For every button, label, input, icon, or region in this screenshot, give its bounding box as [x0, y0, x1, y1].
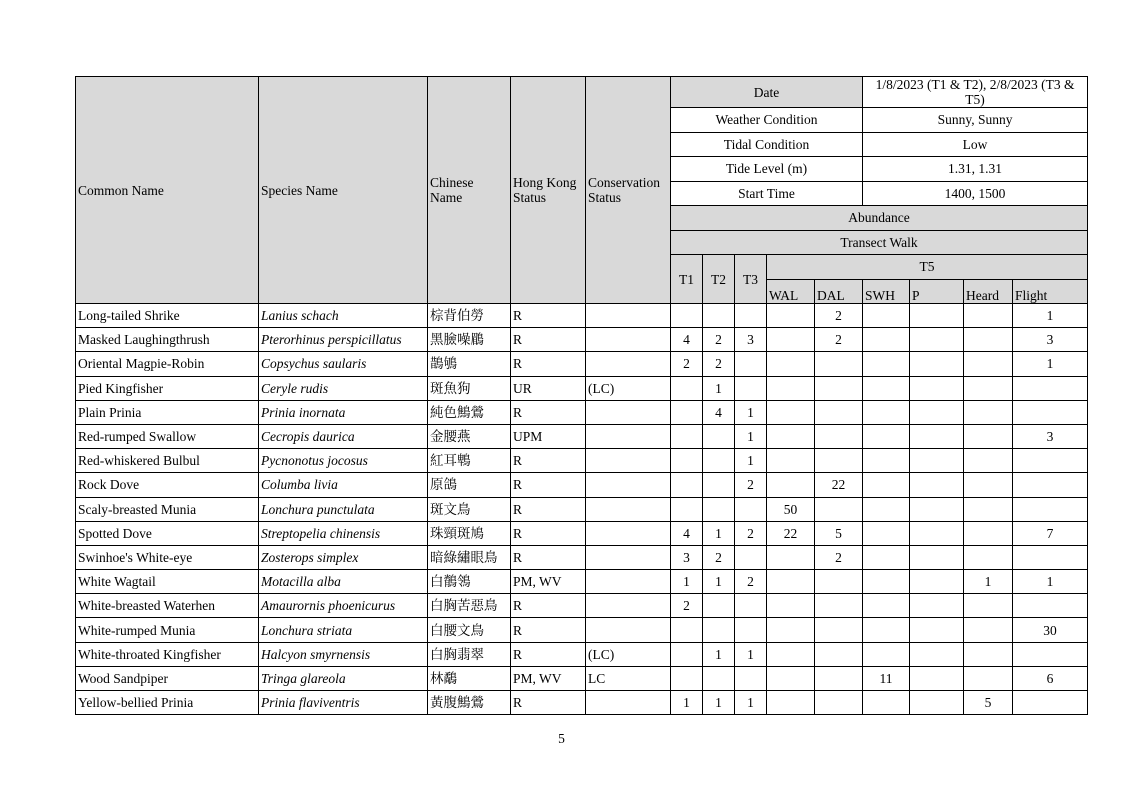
t2-count-cell: [703, 594, 735, 618]
hk-status-cell: R: [511, 521, 586, 545]
conservation-status-cell: [586, 449, 671, 473]
t2-count-cell: [703, 473, 735, 497]
t3-count-cell: 3: [735, 328, 767, 352]
swh-count-cell: [863, 497, 910, 521]
header-hk-status: Hong Kong Status: [511, 77, 586, 304]
common-name-cell: Long-tailed Shrike: [76, 304, 259, 328]
flight-count-cell: [1013, 449, 1088, 473]
hk-status-cell: R: [511, 691, 586, 715]
tide-level-label: Tide Level (m): [671, 157, 863, 182]
t3-count-cell: 2: [735, 473, 767, 497]
chinese-name-cell: 鵲鴝: [428, 352, 511, 376]
t2-count-cell: [703, 497, 735, 521]
table-row: [76, 473, 1088, 497]
conservation-status-cell: LC: [586, 666, 671, 690]
common-name-cell: Oriental Magpie-Robin: [76, 352, 259, 376]
tide-level-value: 1.31, 1.31: [863, 157, 1088, 182]
t3-count-cell: [735, 618, 767, 642]
species-name-cell: Copsychus saularis: [259, 352, 428, 376]
dal-count-cell: [815, 424, 863, 448]
chinese-name-cell: 斑文鳥: [428, 497, 511, 521]
p-count-cell: [910, 570, 964, 594]
header-wal: WAL: [767, 279, 815, 304]
t1-count-cell: [671, 376, 703, 400]
flight-count-cell: [1013, 594, 1088, 618]
p-count-cell: [910, 352, 964, 376]
date-label: Date: [671, 77, 863, 108]
common-name-cell: Scaly-breasted Munia: [76, 497, 259, 521]
bird-survey-table: [75, 76, 1088, 715]
conservation-status-cell: [586, 618, 671, 642]
hk-status-cell: R: [511, 304, 586, 328]
chinese-name-cell: 棕背伯勞: [428, 304, 511, 328]
flight-count-cell: 30: [1013, 618, 1088, 642]
hk-status-cell: R: [511, 594, 586, 618]
conservation-status-cell: [586, 521, 671, 545]
swh-count-cell: [863, 545, 910, 569]
dal-count-cell: 5: [815, 521, 863, 545]
common-name-cell: Swinhoe's White-eye: [76, 545, 259, 569]
dal-count-cell: [815, 570, 863, 594]
p-count-cell: [910, 473, 964, 497]
weather-label: Weather Condition: [671, 108, 863, 133]
species-name-cell: Streptopelia chinensis: [259, 521, 428, 545]
start-time-label: Start Time: [671, 181, 863, 206]
tidal-value: Low: [863, 132, 1088, 157]
hk-status-cell: R: [511, 352, 586, 376]
swh-count-cell: [863, 521, 910, 545]
p-count-cell: [910, 376, 964, 400]
species-name-cell: Lonchura striata: [259, 618, 428, 642]
hk-status-cell: PM, WV: [511, 570, 586, 594]
chinese-name-cell: 白胸翡翠: [428, 642, 511, 666]
swh-count-cell: [863, 642, 910, 666]
heard-count-cell: [964, 376, 1013, 400]
swh-count-cell: [863, 570, 910, 594]
t3-count-cell: [735, 497, 767, 521]
wal-count-cell: [767, 570, 815, 594]
wal-count-cell: [767, 376, 815, 400]
dal-count-cell: [815, 691, 863, 715]
flight-count-cell: 6: [1013, 666, 1088, 690]
heard-count-cell: [964, 304, 1013, 328]
table-row: [76, 497, 1088, 521]
t1-count-cell: [671, 618, 703, 642]
header-common-name: Common Name: [76, 77, 259, 304]
p-count-cell: [910, 328, 964, 352]
chinese-name-cell: 紅耳鵯: [428, 449, 511, 473]
dal-count-cell: 22: [815, 473, 863, 497]
abundance-header: Abundance: [671, 206, 1088, 231]
flight-count-cell: 3: [1013, 424, 1088, 448]
chinese-name-cell: 暗綠繡眼鳥: [428, 545, 511, 569]
hk-status-cell: R: [511, 328, 586, 352]
header-conservation-status: Conservation Status: [586, 77, 671, 304]
common-name-cell: Rock Dove: [76, 473, 259, 497]
p-count-cell: [910, 521, 964, 545]
flight-count-cell: [1013, 376, 1088, 400]
conservation-status-cell: (LC): [586, 376, 671, 400]
header-chinese-name: Chinese Name: [428, 77, 511, 304]
t3-count-cell: 1: [735, 642, 767, 666]
p-count-cell: [910, 618, 964, 642]
hk-status-cell: R: [511, 642, 586, 666]
chinese-name-cell: 黃腹鷦鶯: [428, 691, 511, 715]
header-heard: Heard: [964, 279, 1013, 304]
flight-count-cell: [1013, 642, 1088, 666]
table-row: [76, 376, 1088, 400]
wal-count-cell: [767, 424, 815, 448]
conservation-status-cell: [586, 497, 671, 521]
dal-count-cell: [815, 642, 863, 666]
species-name-cell: Pycnonotus jocosus: [259, 449, 428, 473]
t1-count-cell: 4: [671, 328, 703, 352]
swh-count-cell: [863, 473, 910, 497]
t3-count-cell: 1: [735, 400, 767, 424]
chinese-name-cell: 金腰燕: [428, 424, 511, 448]
conservation-status-cell: [586, 473, 671, 497]
hk-status-cell: R: [511, 618, 586, 642]
chinese-name-cell: 林鷸: [428, 666, 511, 690]
flight-count-cell: [1013, 473, 1088, 497]
common-name-cell: White-breasted Waterhen: [76, 594, 259, 618]
header-dal: DAL: [815, 279, 863, 304]
t2-count-cell: 1: [703, 642, 735, 666]
conservation-status-cell: [586, 400, 671, 424]
t2-count-cell: 2: [703, 352, 735, 376]
header-section: [76, 77, 1088, 304]
header-species-name: Species Name: [259, 77, 428, 304]
dal-count-cell: [815, 618, 863, 642]
flight-count-cell: 1: [1013, 352, 1088, 376]
heard-count-cell: [964, 642, 1013, 666]
start-time-value: 1400, 1500: [863, 181, 1088, 206]
flight-count-cell: 3: [1013, 328, 1088, 352]
conservation-status-cell: [586, 328, 671, 352]
dal-count-cell: 2: [815, 545, 863, 569]
table-row: [76, 304, 1088, 328]
species-name-cell: Pterorhinus perspicillatus: [259, 328, 428, 352]
species-name-cell: Cecropis daurica: [259, 424, 428, 448]
wal-count-cell: [767, 328, 815, 352]
chinese-name-cell: 黑臉噪鶥: [428, 328, 511, 352]
wal-count-cell: 22: [767, 521, 815, 545]
species-name-cell: Motacilla alba: [259, 570, 428, 594]
flight-count-cell: 7: [1013, 521, 1088, 545]
common-name-cell: Pied Kingfisher: [76, 376, 259, 400]
p-count-cell: [910, 400, 964, 424]
t1-count-cell: 2: [671, 594, 703, 618]
date-value: 1/8/2023 (T1 & T2), 2/8/2023 (T3 & T5): [863, 77, 1088, 108]
t1-count-cell: [671, 400, 703, 424]
t2-count-cell: 1: [703, 376, 735, 400]
species-name-cell: Prinia flaviventris: [259, 691, 428, 715]
chinese-name-cell: 白腰文鳥: [428, 618, 511, 642]
weather-value: Sunny, Sunny: [863, 108, 1088, 133]
heard-count-cell: [964, 594, 1013, 618]
hk-status-cell: R: [511, 449, 586, 473]
t3-count-cell: [735, 594, 767, 618]
wal-count-cell: [767, 666, 815, 690]
common-name-cell: White-rumped Munia: [76, 618, 259, 642]
species-name-cell: Zosterops simplex: [259, 545, 428, 569]
wal-count-cell: [767, 642, 815, 666]
table-row: [76, 352, 1088, 376]
p-count-cell: [910, 642, 964, 666]
page-number: 5: [558, 731, 565, 746]
species-name-cell: Columba livia: [259, 473, 428, 497]
table-row: [76, 328, 1088, 352]
hk-status-cell: UR: [511, 376, 586, 400]
species-name-cell: Lanius schach: [259, 304, 428, 328]
dal-count-cell: [815, 497, 863, 521]
chinese-name-cell: 白鶺鴒: [428, 570, 511, 594]
t3-count-cell: 2: [735, 570, 767, 594]
t2-count-cell: 4: [703, 400, 735, 424]
conservation-status-cell: (LC): [586, 642, 671, 666]
species-name-cell: Ceryle rudis: [259, 376, 428, 400]
heard-count-cell: 1: [964, 570, 1013, 594]
heard-count-cell: [964, 449, 1013, 473]
table-row: [76, 449, 1088, 473]
wal-count-cell: [767, 400, 815, 424]
flight-count-cell: 1: [1013, 304, 1088, 328]
hk-status-cell: UPM: [511, 424, 586, 448]
wal-count-cell: [767, 352, 815, 376]
common-name-cell: Wood Sandpiper: [76, 666, 259, 690]
t3-count-cell: 1: [735, 691, 767, 715]
hk-status-cell: R: [511, 473, 586, 497]
header-swh: SWH: [863, 279, 910, 304]
t2-count-cell: [703, 304, 735, 328]
swh-count-cell: [863, 304, 910, 328]
chinese-name-cell: 原鴿: [428, 473, 511, 497]
t1-count-cell: 3: [671, 545, 703, 569]
t3-count-cell: [735, 666, 767, 690]
swh-count-cell: [863, 376, 910, 400]
wal-count-cell: [767, 618, 815, 642]
hk-status-cell: R: [511, 400, 586, 424]
t3-count-cell: [735, 304, 767, 328]
t2-count-cell: 1: [703, 570, 735, 594]
table-row: [76, 642, 1088, 666]
conservation-status-cell: [586, 545, 671, 569]
table-row: [76, 666, 1088, 690]
header-p: P: [910, 279, 964, 304]
hk-status-cell: R: [511, 545, 586, 569]
common-name-cell: Red-rumped Swallow: [76, 424, 259, 448]
header-t1: T1: [671, 255, 703, 304]
dal-count-cell: [815, 352, 863, 376]
conservation-status-cell: [586, 304, 671, 328]
heard-count-cell: [964, 424, 1013, 448]
t1-count-cell: [671, 304, 703, 328]
conservation-status-cell: [586, 570, 671, 594]
tidal-label: Tidal Condition: [671, 132, 863, 157]
swh-count-cell: [863, 328, 910, 352]
table-row: [76, 545, 1088, 569]
table-row: [76, 400, 1088, 424]
t2-count-cell: [703, 618, 735, 642]
heard-count-cell: 5: [964, 691, 1013, 715]
conservation-status-cell: [586, 424, 671, 448]
chinese-name-cell: 白胸苦惡鳥: [428, 594, 511, 618]
wal-count-cell: [767, 691, 815, 715]
heard-count-cell: [964, 352, 1013, 376]
transect-walk-header: Transect Walk: [671, 230, 1088, 255]
p-count-cell: [910, 594, 964, 618]
swh-count-cell: [863, 691, 910, 715]
swh-count-cell: 11: [863, 666, 910, 690]
heard-count-cell: [964, 521, 1013, 545]
flight-count-cell: [1013, 400, 1088, 424]
wal-count-cell: 50: [767, 497, 815, 521]
t1-count-cell: [671, 424, 703, 448]
t3-count-cell: 2: [735, 521, 767, 545]
dal-count-cell: 2: [815, 328, 863, 352]
dal-count-cell: [815, 666, 863, 690]
species-name-cell: Halcyon smyrnensis: [259, 642, 428, 666]
p-count-cell: [910, 304, 964, 328]
p-count-cell: [910, 545, 964, 569]
heard-count-cell: [964, 497, 1013, 521]
conservation-status-cell: [586, 691, 671, 715]
common-name-cell: Red-whiskered Bulbul: [76, 449, 259, 473]
chinese-name-cell: 純色鷦鶯: [428, 400, 511, 424]
wal-count-cell: [767, 545, 815, 569]
table-row: [76, 521, 1088, 545]
species-name-cell: Lonchura punctulata: [259, 497, 428, 521]
flight-count-cell: 1: [1013, 570, 1088, 594]
t2-count-cell: [703, 666, 735, 690]
t1-count-cell: [671, 666, 703, 690]
species-name-cell: Prinia inornata: [259, 400, 428, 424]
flight-count-cell: [1013, 545, 1088, 569]
header-t5: T5: [767, 255, 1088, 280]
hk-status-cell: PM, WV: [511, 666, 586, 690]
common-name-cell: Plain Prinia: [76, 400, 259, 424]
t1-count-cell: 4: [671, 521, 703, 545]
table-row: [76, 424, 1088, 448]
hk-status-cell: R: [511, 497, 586, 521]
t2-count-cell: [703, 424, 735, 448]
p-count-cell: [910, 449, 964, 473]
t1-count-cell: [671, 449, 703, 473]
dal-count-cell: [815, 449, 863, 473]
wal-count-cell: [767, 594, 815, 618]
flight-count-cell: [1013, 497, 1088, 521]
wal-count-cell: [767, 473, 815, 497]
table-row: [76, 618, 1088, 642]
p-count-cell: [910, 666, 964, 690]
conservation-status-cell: [586, 594, 671, 618]
heard-count-cell: [964, 328, 1013, 352]
t1-count-cell: [671, 642, 703, 666]
heard-count-cell: [964, 666, 1013, 690]
t3-count-cell: [735, 376, 767, 400]
table-row: [76, 570, 1088, 594]
common-name-cell: Spotted Dove: [76, 521, 259, 545]
t3-count-cell: [735, 545, 767, 569]
t1-count-cell: 1: [671, 570, 703, 594]
header-flight: Flight: [1013, 279, 1088, 304]
swh-count-cell: [863, 400, 910, 424]
common-name-cell: White-throated Kingfisher: [76, 642, 259, 666]
chinese-name-cell: 斑魚狗: [428, 376, 511, 400]
swh-count-cell: [863, 449, 910, 473]
t3-count-cell: 1: [735, 449, 767, 473]
t2-count-cell: 2: [703, 328, 735, 352]
table-row: [76, 594, 1088, 618]
p-count-cell: [910, 691, 964, 715]
t2-count-cell: 2: [703, 545, 735, 569]
t1-count-cell: [671, 497, 703, 521]
dal-count-cell: [815, 400, 863, 424]
heard-count-cell: [964, 400, 1013, 424]
p-count-cell: [910, 497, 964, 521]
chinese-name-cell: 珠頸斑鳩: [428, 521, 511, 545]
t1-count-cell: 2: [671, 352, 703, 376]
heard-count-cell: [964, 545, 1013, 569]
common-name-cell: Yellow-bellied Prinia: [76, 691, 259, 715]
swh-count-cell: [863, 424, 910, 448]
t1-count-cell: 1: [671, 691, 703, 715]
swh-count-cell: [863, 594, 910, 618]
dal-count-cell: [815, 594, 863, 618]
common-name-cell: White Wagtail: [76, 570, 259, 594]
species-name-cell: Amaurornis phoenicurus: [259, 594, 428, 618]
heard-count-cell: [964, 473, 1013, 497]
table-row: [76, 691, 1088, 715]
heard-count-cell: [964, 618, 1013, 642]
t3-count-cell: [735, 352, 767, 376]
flight-count-cell: [1013, 691, 1088, 715]
data-rows: [76, 304, 1088, 715]
dal-count-cell: 2: [815, 304, 863, 328]
common-name-cell: Masked Laughingthrush: [76, 328, 259, 352]
t2-count-cell: [703, 449, 735, 473]
t2-count-cell: 1: [703, 691, 735, 715]
wal-count-cell: [767, 449, 815, 473]
t2-count-cell: 1: [703, 521, 735, 545]
dal-count-cell: [815, 376, 863, 400]
swh-count-cell: [863, 352, 910, 376]
swh-count-cell: [863, 618, 910, 642]
t1-count-cell: [671, 473, 703, 497]
header-t3: T3: [735, 255, 767, 304]
p-count-cell: [910, 424, 964, 448]
wal-count-cell: [767, 304, 815, 328]
conservation-status-cell: [586, 352, 671, 376]
t3-count-cell: 1: [735, 424, 767, 448]
species-name-cell: Tringa glareola: [259, 666, 428, 690]
header-t2: T2: [703, 255, 735, 304]
